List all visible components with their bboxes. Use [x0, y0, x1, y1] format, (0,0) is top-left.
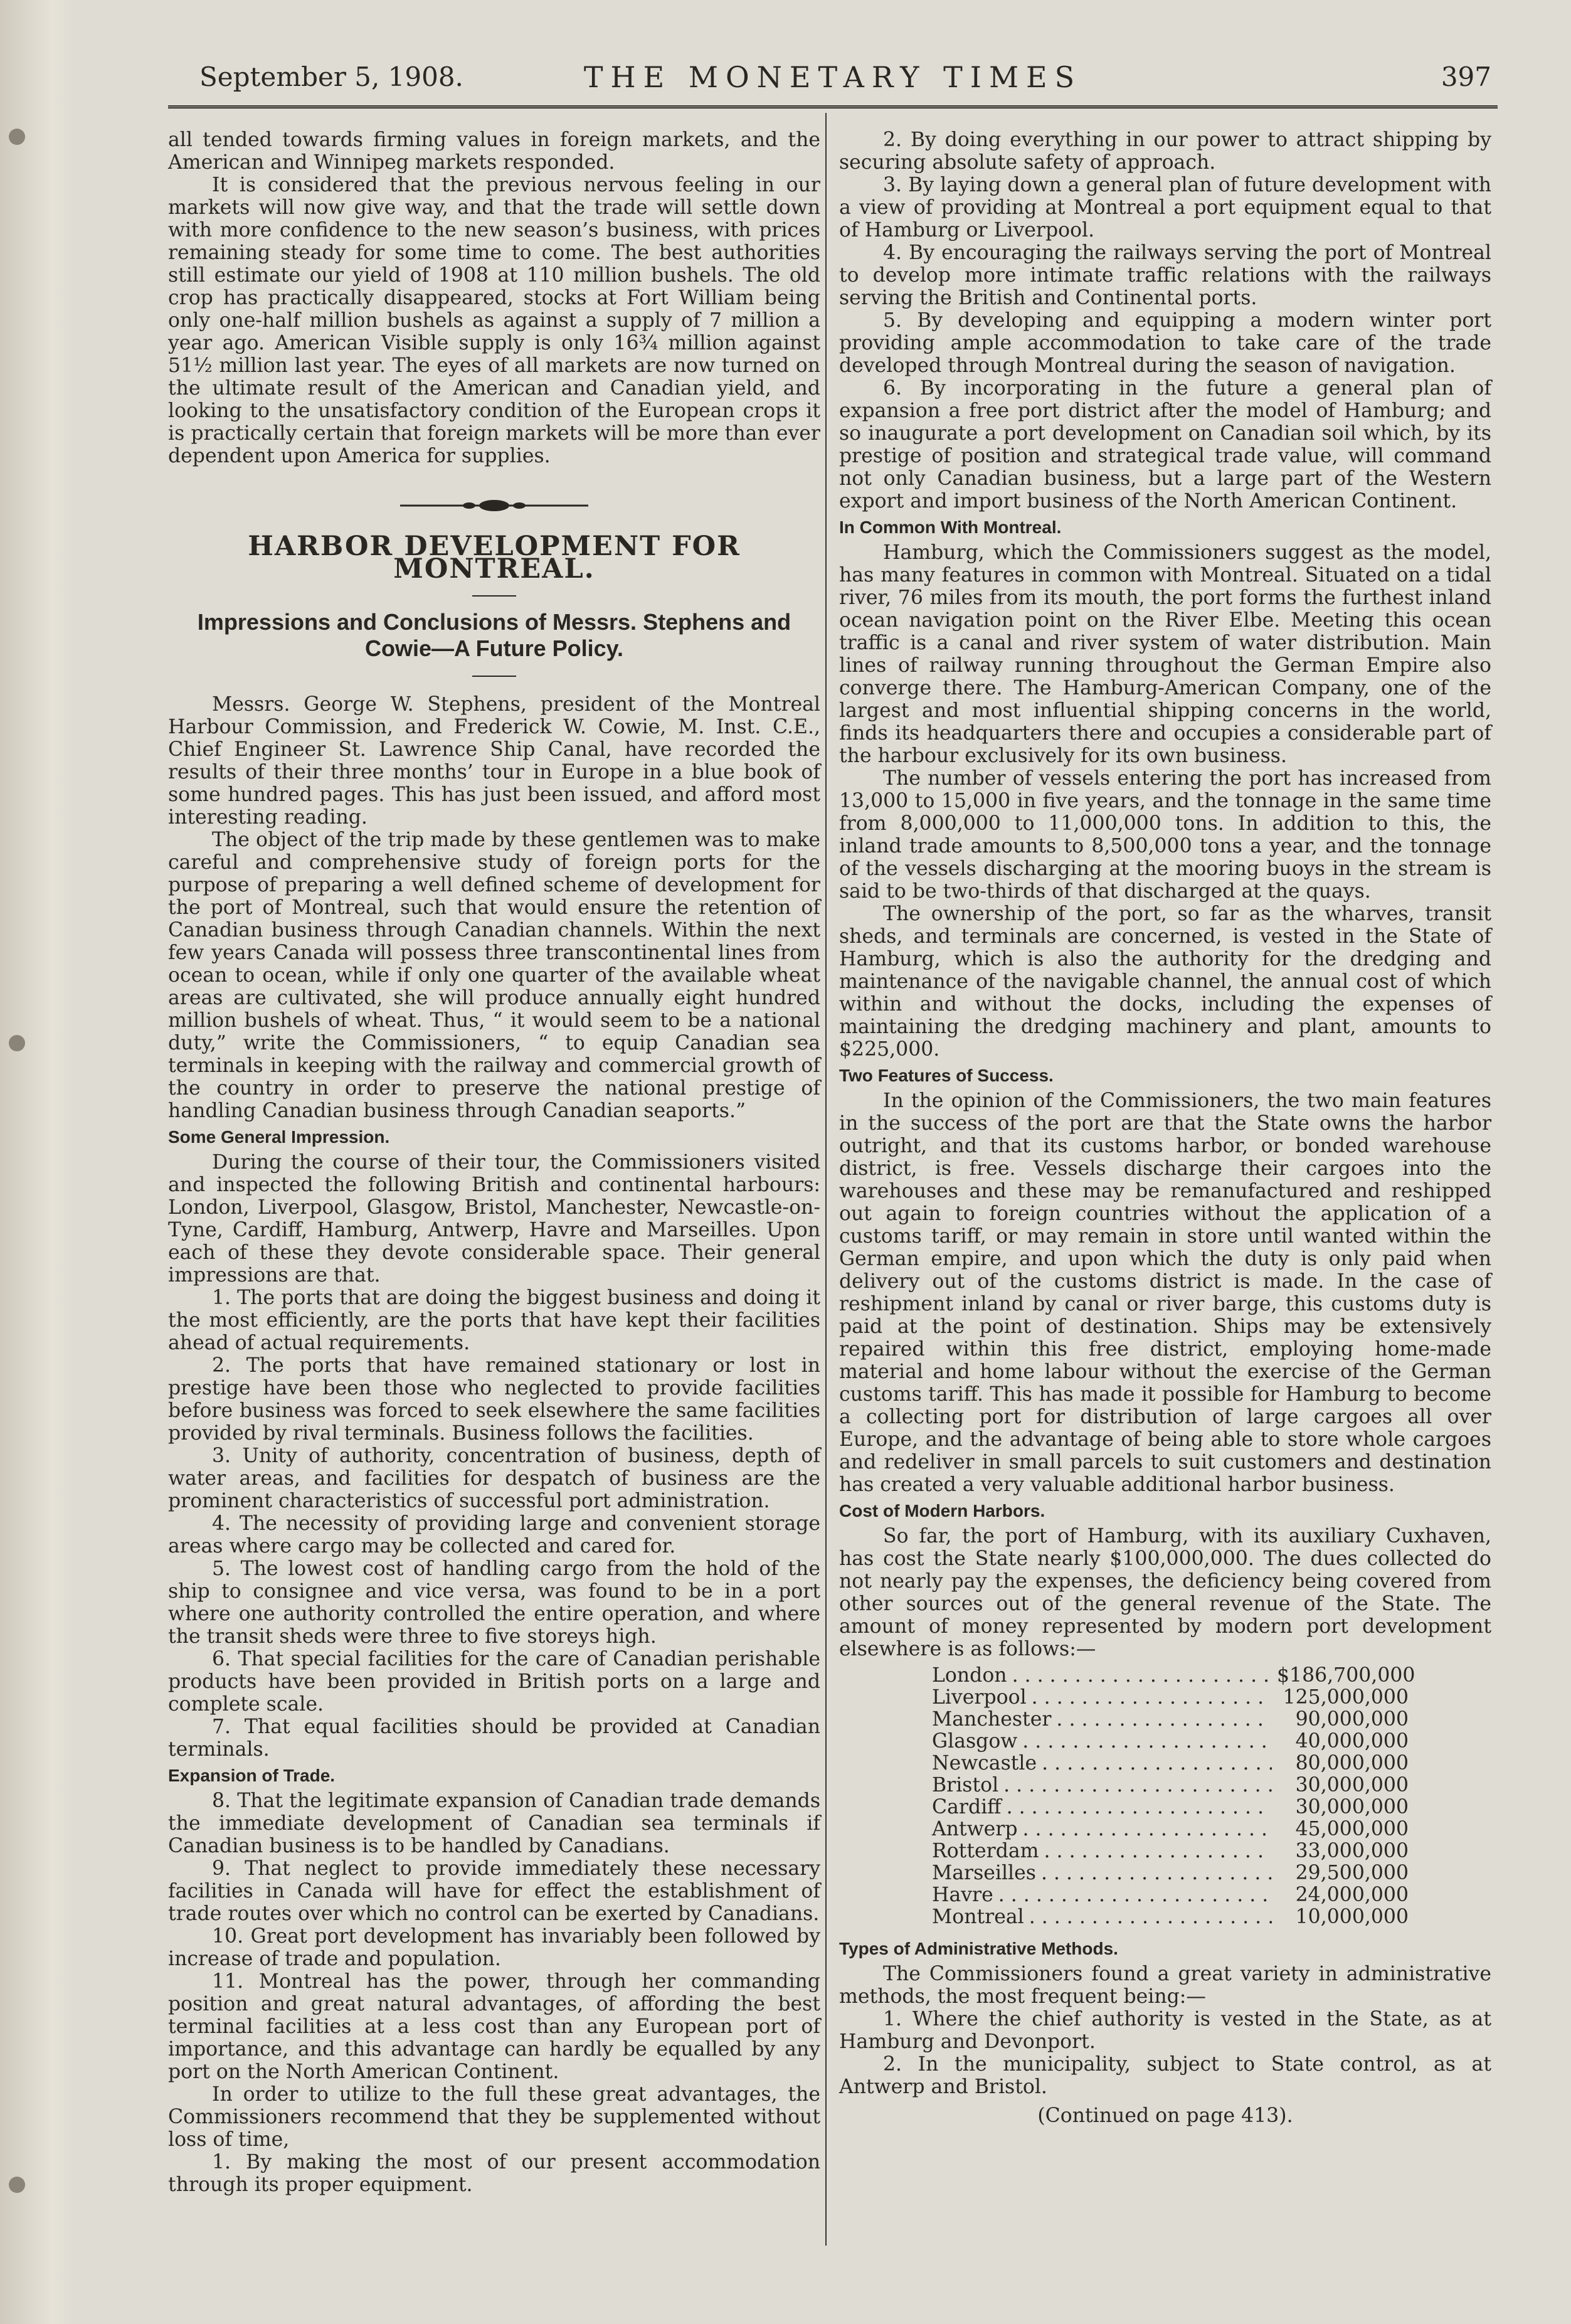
right-column	[839, 129, 1491, 2127]
cost-amount: 80,000,000	[1295, 1752, 1409, 1775]
list-item: 6. By incorporating in the future a general plan of expansion a free port district after the model of Hamburg; and so inaugurate a port development on Canadian soil which, by its prestige of position and strategical trade value, will command not only Canadian business, but a large part of the Western export and import business of the North American Continent.	[839, 377, 1491, 512]
cost-row	[932, 1884, 1409, 1906]
list-item: 11. Montreal has the power, through her commanding position and great natural advantages, of affording the best terminal facilities at a less cost than any European port of importance, and this advantage can hardly be equalled by any port on the North American Continent.	[168, 1970, 820, 2083]
section-heading: Some General Impression.	[168, 1127, 390, 1147]
cost-amount: 33,000,000	[1295, 1840, 1409, 1862]
paragraph: The ownership of the port, so far as the wharves, transit sheds, and terminals are concerned, is vested in the State of Hamburg, which is also the authority for the dredging and maintenance of the navigable channel, the annual cost of which within and without the docks, including the expenses of maintaining the dredging machinery and plant, amounts to $225,000.	[839, 903, 1491, 1061]
cost-row	[932, 1862, 1409, 1884]
leader-dots	[1056, 1708, 1272, 1731]
list-item: 1. By making the most of our present accommodation through its proper equipment.	[168, 2151, 820, 2196]
paragraph: It is considered that the previous nervous feeling in our markets will now give way, and that the trade will settle down with more confidence to the new season’s business, with prices remaining steady for some time to come. The best authorities still estimate our yield of 1908 at 110 million bushels. The old crop has practically disappeared, stocks at Fort William being only one-half million bushels as against a supply of 7 million a year ago. American Visible supply is only 16¾ million against 51½ million last year. The eyes of all markets are now turned on the ultimate result of the American and Canadian yield, and looking to the unsatisfactory condition of the European crops it is practically certain that foreign markets will be more than ever dependent upon America for supplies.	[168, 174, 820, 467]
list-item: 1. The ports that are doing the biggest business and doing it the most efficiently, are the ports that have kept their facilities ahead of actual requirements.	[168, 1287, 820, 1354]
list-item: 5. By developing and equipping a modern winter port providing ample accommodation to take care of the trade developed through Montreal during the season of navigation.	[839, 309, 1491, 377]
article-title: HARBOR DEVELOPMENT FOR MONTREAL.	[248, 531, 741, 585]
cost-city: Liverpool	[932, 1686, 1027, 1709]
cost-amount: 10,000,000	[1295, 1906, 1409, 1928]
cost-row	[932, 1774, 1409, 1796]
list-item: 2. The ports that have remained stationary or lost in prestige have been those who neglected to provide facilities before business was forced to seek elsewhere the same facilities provided by rival terminals. Business follows the facilities.	[168, 1354, 820, 1445]
leader-dots	[1003, 1774, 1272, 1796]
cost-city: Havre	[932, 1884, 993, 1906]
cost-row	[932, 1906, 1409, 1928]
cost-amount: 40,000,000	[1295, 1730, 1409, 1753]
cost-row	[932, 1730, 1409, 1752]
list-item: 8. That the legitimate expansion of Canadian trade demands the immediate development of Canadian sea terminals if Canadian business is to be handled by Canadians.	[168, 1790, 820, 1857]
list-item: 7. That equal facilities should be provided at Canadian terminals.	[168, 1716, 820, 1761]
paragraph: The number of vessels entering the port has increased from 13,000 to 15,000 in five years, and the tonnage in the same time from 8,000,000 to 11,000,000 tons. In addition to this, the inland trade amounts to 8,500,000 tons a year, and the tonnage of the vessels discharging at the mooring buoys in the stream is said to be two-thirds of that discharged at the quays.	[839, 767, 1491, 903]
cost-row	[932, 1686, 1409, 1708]
paragraph: Hamburg, which the Commissioners suggest as the model, has many features in common with Montreal. Situated on a tidal river, 76 miles from its mouth, the port forms the furthest inland ocean navigation point on the River Elbe. Meeting this ocean traffic is a canal and river system of water distribution. Main lines of railway running throughout the German Empire also converge there. The Hamburg-American Company, one of the largest and most influential shipping concerns in the world, finds its headquarters there and occupies a considerable part of the harbour exclusively for its own business.	[839, 541, 1491, 767]
cost-city: Glasgow	[932, 1730, 1018, 1753]
cost-row	[932, 1664, 1415, 1687]
harbor-cost-table	[932, 1664, 1415, 1928]
cost-city: London	[932, 1664, 1007, 1687]
cost-city: Manchester	[932, 1708, 1052, 1731]
cost-amount: 30,000,000	[1295, 1774, 1409, 1796]
cost-row	[932, 1818, 1409, 1840]
cost-amount: 29,500,000	[1295, 1862, 1409, 1884]
ornament-divider	[168, 495, 820, 517]
cost-row	[932, 1708, 1409, 1730]
cost-amount: 24,000,000	[1295, 1884, 1409, 1906]
leader-dots	[1029, 1906, 1272, 1928]
list-item: 9. That neglect to provide immediately these necessary facilities in Canada will have for effect the establishment of trade routes over which no control can be exerted by Canadians.	[168, 1857, 820, 1925]
issue-date: September 5, 1908.	[199, 61, 463, 92]
leader-dots	[1042, 1752, 1272, 1775]
cost-amount: $186,700,000	[1277, 1664, 1415, 1687]
page-number: 397	[1441, 61, 1491, 92]
page-binding-edge	[0, 0, 75, 2324]
continued-note: (Continued on page 413).	[1037, 2104, 1293, 2127]
paragraph: During the course of their tour, the Commissioners visited and inspected the following British and continental harbours: London, Liverpool, Glasgow, Bristol, Manchester, Newcastle-on-Tyne, Cardiff, Hamburg, Antwerp, Havre and Marseilles. Upon each of these they devote considerable space. Their general impressions are that.	[168, 1151, 820, 1287]
paragraph: So far, the port of Hamburg, with its auxiliary Cuxhaven, has cost the State nearly $100,000,000. The dues collected do not nearly pay the expenses, the deficiency being covered from other sources out of the general revenue of the State. The amount of money represented by modern port development elsewhere is as follows:—	[839, 1525, 1491, 1660]
paragraph: In the opinion of the Commissioners, the two main features in the success of the port are that the State owns the harbor outright, and that its customs harbor, or bonded warehouse district, is free. Vessels discharge their cargoes into the warehouses and these may be remanufactured and reshipped out again to foreign countries without the application of a customs tariff, or may remain in store until wanted within the German empire, and upon which the duty is only paid when delivery out of the customs district is made. In the case of reshipment inland by canal or river barge, this customs duty is paid at the point of destination. Ships may be extensively repaired within this free district, employing home-made material and home labour without the exercise of the German customs tariff. This has made it possible for Hamburg to become a collecting port for distribution of large cargoes all over Europe, and the advantage of being able to store whole cargoes and redeliver in small parcels to suit customers and destination has created a very valuable additional harbor business.	[839, 1090, 1491, 1496]
section-heading: In Common With Montreal.	[839, 517, 1062, 537]
cost-row	[932, 1840, 1409, 1862]
leader-dots	[1012, 1664, 1272, 1687]
newspaper-name: THE MONETARY TIMES	[583, 60, 1082, 94]
leader-dots	[1007, 1796, 1272, 1818]
binding-hole	[9, 2177, 25, 2193]
binding-hole	[9, 1035, 25, 1051]
paragraph: Messrs. George W. Stephens, president of the Montreal Harbour Commission, and Frederick W. Cowie, M. Inst. C.E., Chief Engineer St. Lawrence Ship Canal, have recorded the results of their three months’ tour in Europe in a blue book of some hundred pages. This has just been issued, and afford most interesting reading.	[168, 693, 820, 829]
list-item: 4. By encouraging the railways serving the port of Montreal to develop more intimate traffic relations with the railways serving the British and Continental ports.	[839, 241, 1491, 309]
list-item: 4. The necessity of providing large and convenient storage areas where cargo may be collected and cared for.	[168, 1512, 820, 1557]
subtitle-rule	[472, 676, 516, 677]
title-rule	[472, 595, 516, 597]
list-item: 1. Where the chief authority is vested in the State, as at Hamburg and Devonport.	[839, 2008, 1491, 2053]
ornament-icon	[400, 499, 588, 512]
paragraph: The Commissioners found a great variety in administrative methods, the most frequent being:—	[839, 1963, 1491, 2008]
cost-city: Rotterdam	[932, 1840, 1039, 1862]
cost-amount: 125,000,000	[1283, 1686, 1409, 1709]
paragraph: The object of the trip made by these gentlemen was to make careful and comprehensive study of foreign ports for the purpose of preparing a well defined scheme of development for the port of Montreal, such that would ensure the retention of Canadian business through Canadian channels. Within the next few years Canada will possess three transcontinental lines from ocean to ocean, while if only one quarter of the available wheat areas are cultivated, she will produce annually eight hundred million bushels of wheat. Thus, “ it would seem to be a national duty,” write the Commissioners, “ to equip Canadian sea terminals in keeping with the railway and commercial growth of the country in order to preserve the national prestige of handling Canadian business through Canadian seaports.”	[168, 829, 820, 1122]
list-item: 6. That special facilities for the care of Canadian perishable products have been provided in British ports on a large and complete scale.	[168, 1648, 820, 1716]
list-item: 3. By laying down a general plan of future development with a view of providing at Montreal a port equipment equal to that of Hamburg or Liverpool.	[839, 174, 1491, 241]
leader-dots	[1041, 1862, 1272, 1884]
column-divider	[825, 113, 827, 2246]
cost-city: Newcastle	[932, 1752, 1037, 1775]
section-heading: Cost of Modern Harbors.	[839, 1501, 1045, 1520]
cost-row	[932, 1796, 1409, 1818]
cost-amount: 30,000,000	[1295, 1796, 1409, 1818]
left-column	[168, 129, 820, 2196]
cost-city: Antwerp	[932, 1818, 1018, 1840]
binding-hole	[9, 129, 25, 145]
cost-row	[932, 1752, 1409, 1774]
leader-dots	[1022, 1730, 1272, 1753]
cost-city: Cardiff	[932, 1796, 1002, 1818]
cost-city: Marseilles	[932, 1862, 1036, 1884]
leader-dots	[1032, 1686, 1272, 1709]
list-item: 2. By doing everything in our power to attract shipping by securing absolute safety of approach.	[839, 129, 1491, 174]
list-item: 2. In the municipality, subject to State control, as at Antwerp and Bristol.	[839, 2053, 1491, 2098]
paragraph: all tended towards firming values in foreign markets, and the American and Winnipeg markets responded.	[168, 129, 820, 174]
leader-dots	[1023, 1818, 1272, 1840]
article-subtitle: Impressions and Conclusions of Messrs. Stephens and Cowie—A Future Policy.	[197, 609, 791, 661]
page-header	[168, 58, 1498, 108]
header-rule	[168, 105, 1498, 110]
paragraph: In order to utilize to the full these great advantages, the Commissioners recommend that they be supplemented without loss of time,	[168, 2083, 820, 2151]
list-item: 10. Great port development has invariably been followed by increase of trade and population.	[168, 1925, 820, 1970]
list-item: 5. The lowest cost of handling cargo from the hold of the ship to consignee and vice versa, was found to be in a port where one authority controlled the entire operation, and where the transit sheds were three to five storeys high.	[168, 1557, 820, 1648]
leader-dots	[1044, 1840, 1272, 1862]
section-heading: Two Features of Success.	[839, 1066, 1054, 1085]
list-item: 3. Unity of authority, concentration of business, depth of water areas, and facilities for despatch of business are the prominent characteristics of successful port administration.	[168, 1445, 820, 1512]
cost-city: Bristol	[932, 1774, 999, 1796]
section-heading: Expansion of Trade.	[168, 1766, 336, 1785]
leader-dots	[998, 1884, 1272, 1906]
cost-amount: 45,000,000	[1295, 1818, 1409, 1840]
cost-amount: 90,000,000	[1295, 1708, 1409, 1731]
section-heading: Types of Administrative Methods.	[839, 1939, 1118, 1958]
cost-city: Montreal	[932, 1906, 1024, 1928]
